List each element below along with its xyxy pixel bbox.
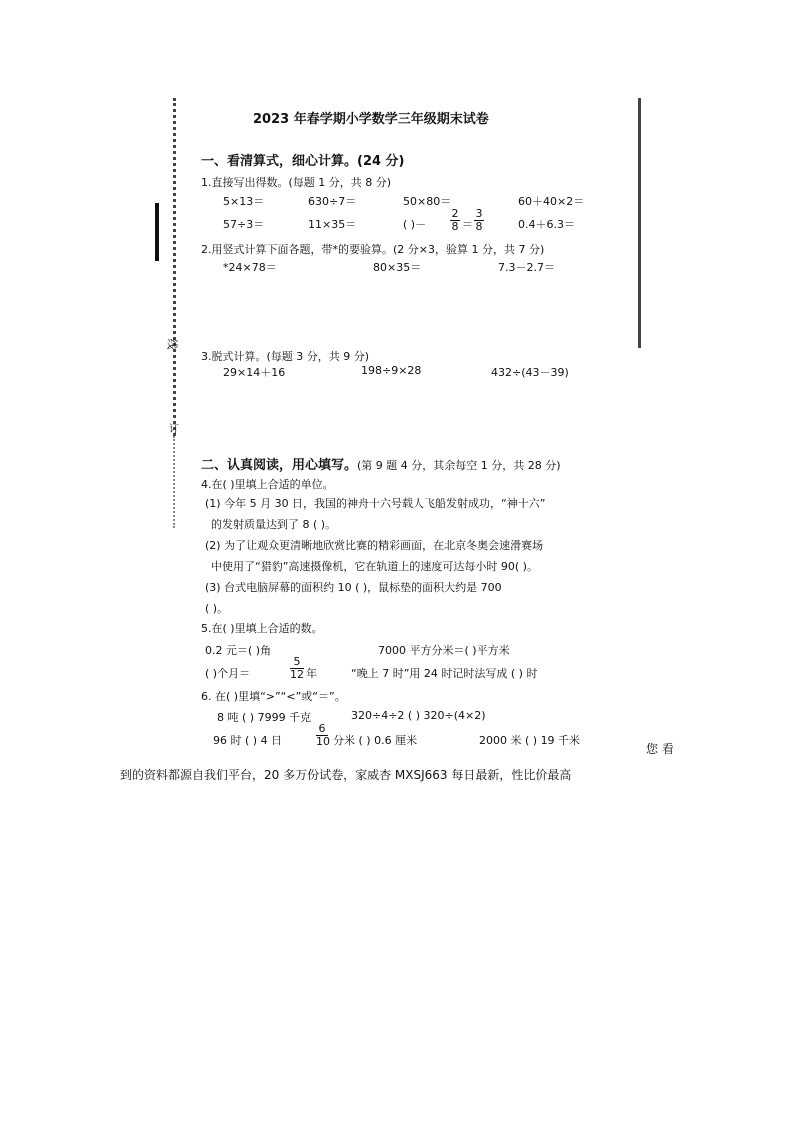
fraction-numerator: 6	[316, 723, 328, 736]
section2-note: (第 9 题 4 分，其余每空 1 分，共 28 分)	[357, 459, 561, 472]
binding-label: 线	[165, 338, 179, 350]
footer-line1: 您 看	[646, 742, 674, 756]
q6-item: 分米 ( ) 0.6 厘米	[333, 734, 418, 747]
q4-line: ( )。	[205, 602, 229, 615]
q5-label: 5.在( )里填上合适的数。	[201, 622, 323, 635]
q6-label: 6. 在( )里填“>”“<”或“＝”。	[201, 690, 346, 703]
q2-item: *24×78＝	[223, 261, 277, 274]
fraction-denominator: 12	[290, 668, 304, 681]
section1-heading: 一、看清算式，细心计算。(24 分)	[201, 154, 405, 169]
q6-item: 320÷4÷2 ( ) 320÷(4×2)	[351, 709, 486, 722]
fraction	[290, 656, 304, 681]
q3-item: 29×14＋16	[223, 366, 286, 379]
q1-item: 60＋40×2＝	[518, 195, 585, 208]
fraction-denominator: 8	[475, 220, 483, 233]
q1-item: ( )－	[403, 218, 427, 231]
q5-item: 0.2 元＝( )角	[205, 644, 272, 657]
q4-label: 4.在( )里填上合适的单位。	[201, 478, 334, 491]
binding-line-lower	[173, 436, 175, 528]
fraction	[450, 208, 460, 233]
binding-line	[173, 98, 176, 436]
fraction	[474, 208, 484, 233]
q1-item: 11×35＝	[308, 218, 357, 231]
fraction-numerator: 5	[290, 656, 304, 669]
q5-item: “晚上 7 时”用 24 时记时法写成 ( ) 时	[351, 667, 538, 680]
q1-item: 57÷3＝	[223, 218, 265, 231]
binding-label-2: 订	[169, 424, 179, 435]
q2-item: 7.3－2.7＝	[498, 261, 555, 274]
q4-line: 中使用了“猎豹”高速摄像机，它在轨道上的速度可达每小时 90( )。	[211, 560, 538, 573]
section2-title: 二、认真阅读，用心填写。	[201, 458, 358, 473]
fraction-numerator: 2	[451, 207, 459, 220]
q1-item: 0.4＋6.3＝	[518, 218, 575, 231]
fraction-denominator: 8	[451, 220, 459, 233]
unit: 年	[306, 667, 317, 680]
fraction-numerator: 3	[475, 207, 483, 220]
q4-line: (1) 今年 5 月 30 日，我国的神舟十六号载人飞船发射成功，“神十六”	[205, 497, 546, 510]
q6-item: 2000 米 ( ) 19 千米	[479, 734, 581, 747]
q1-label: 1.直接写出得数。(每题 1 分，共 8 分)	[201, 176, 392, 189]
q4-line: (2) 为了让观众更清晰地欣赏比赛的精彩画面，在北京冬奥会速滑赛场	[205, 539, 544, 552]
q2-item: 80×35＝	[373, 261, 422, 274]
fraction	[316, 723, 328, 748]
q2-label: 2.用竖式计算下面各题，带*的要验算。(2 分×3，验算 1 分，共 7 分)	[201, 243, 545, 256]
q3-item: 432÷(43－39)	[491, 366, 569, 379]
q5-item: 7000 平方分米＝( )平方米	[378, 644, 510, 657]
exam-scan	[133, 98, 641, 750]
exam-title: 2023 年春学期小学数学三年级期末试卷	[253, 112, 489, 127]
fraction-denominator: 10	[316, 735, 330, 748]
q4-line: (3) 台式电脑屏幕的面积约 10 ( )，鼠标垫的面积大约是 700	[205, 581, 502, 594]
q3-label: 3.脱式计算。(每题 3 分，共 9 分)	[201, 350, 370, 363]
q1-item: 50×80＝	[403, 195, 452, 208]
section2-heading	[201, 454, 561, 473]
q4-line: 的发射质量达到了 8 ( )。	[211, 518, 337, 531]
q6-item: 8 吨 ( ) 7999 千克	[217, 711, 312, 724]
q3-item: 198÷9×28	[361, 364, 422, 377]
q1-item: 5×13＝	[223, 195, 265, 208]
q6-item: 96 时 ( ) 4 日	[213, 734, 283, 747]
q5-item: ( )个月＝	[205, 667, 251, 680]
equals-sign: ＝	[462, 218, 473, 231]
binding-mark	[155, 203, 159, 261]
q1-item: 630÷7＝	[308, 195, 357, 208]
footer-line2: 到的资料都源自我们平台，20 多万份试卷，家威杏 MXSJ663 每日最新，性比价最高	[120, 768, 572, 782]
scan-edge	[638, 98, 641, 348]
